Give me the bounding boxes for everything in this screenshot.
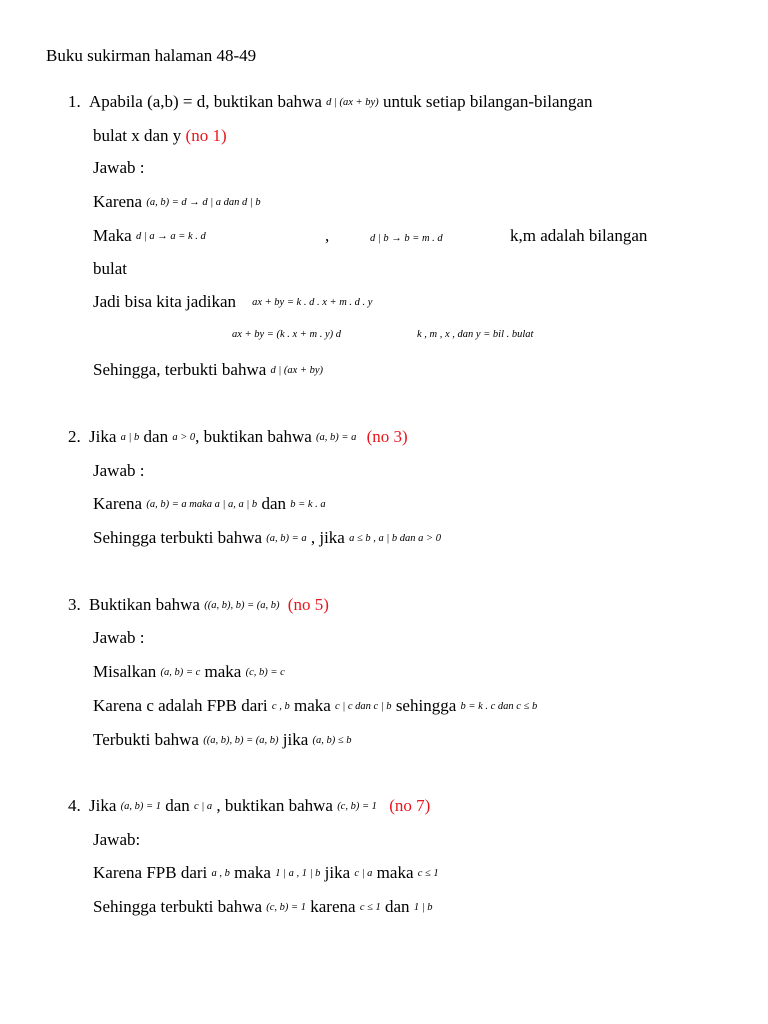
problem-4-conclusion: Sehingga terbukti bahwa (c, b) = 1 karena c ≤ 1 dan 1 | b xyxy=(93,897,433,916)
answer-label: Jawab : xyxy=(93,461,145,480)
document-title: Buku sukirman halaman 48-49 xyxy=(46,46,257,65)
problem-1-question: 1. Apabila (a,b) = d, buktikan bahwa d | (ax + by) untuk setiap bilangan-bilangan xyxy=(68,92,593,111)
math-expression: b = k . a xyxy=(290,499,326,510)
math-expression: a , b xyxy=(211,868,230,879)
problem-1-maka: Maka d | a → a = k . d , d | b → b = m . d k,m adalah bilangan xyxy=(93,226,713,249)
math-expression: (c, b) = 1 xyxy=(266,902,307,913)
math-expression: b = k . c dan c ≤ b xyxy=(460,701,538,712)
problem-1-maka-cont: bulat xyxy=(93,259,127,278)
math-expression: c | a xyxy=(194,801,213,812)
math-expression: c | a xyxy=(354,868,373,879)
problem-number: 1. xyxy=(68,92,81,111)
problem-number: 2. xyxy=(68,427,81,446)
problem-1-jadi: Jadi bisa kita jadikan ax + by = k . d . x + m . d . y xyxy=(93,292,373,311)
math-expression: d | b → b = m . d xyxy=(370,233,443,244)
math-expression: d | (ax + by) xyxy=(326,97,379,108)
problem-4-karena: Karena FPB dari a , b maka 1 | a , 1 | b jika c | a maka c ≤ 1 xyxy=(93,863,439,882)
math-expression: c ≤ 1 xyxy=(417,868,439,879)
problem-1-karena: Karena (a, b) = d → d | a dan d | b xyxy=(93,192,261,211)
problem-reference: (no 1) xyxy=(185,126,227,145)
math-expression: 1 | a , 1 | b xyxy=(275,868,321,879)
math-expression: (a, b) = a xyxy=(266,533,307,544)
math-expression: a ≤ b , a | b dan a > 0 xyxy=(349,533,441,544)
answer-label: Jawab : xyxy=(93,628,145,647)
answer-label: Jawab: xyxy=(93,830,141,849)
math-expression: (c, b) = 1 xyxy=(337,801,377,812)
problem-4-question: 4. Jika (a, b) = 1 dan c | a , buktikan bahwa (c, b) = 1 (no 7) xyxy=(68,796,431,815)
problem-reference: (no 7) xyxy=(389,796,431,815)
problem-3-karena: Karena c adalah FPB dari c , b maka c | c dan c | b sehingga b = k . c dan c ≤ b xyxy=(93,696,538,715)
problem-3-conclusion: Terbukti bahwa ((a, b), b) = (a, b) jika (a, b) ≤ b xyxy=(93,730,352,749)
problem-1-question-cont: bulat x dan y (no 1) xyxy=(93,126,227,145)
answer-label: Jawab : xyxy=(93,158,145,177)
problem-reference: (no 3) xyxy=(366,427,408,446)
problem-1-conclusion: Sehingga, terbukti bahwa d | (ax + by) xyxy=(93,360,324,379)
math-expression: d | (ax + by) xyxy=(270,365,324,376)
problem-3-misal: Misalkan (a, b) = c maka (c, b) = c xyxy=(93,662,285,681)
math-expression: (a, b) = 1 xyxy=(120,801,161,812)
math-expression: c | c dan c | b xyxy=(335,701,392,712)
math-expression: (a, b) = a maka a | a, a | b xyxy=(146,499,258,510)
math-expression: (a, b) ≤ b xyxy=(312,735,352,746)
math-expression: a > 0 xyxy=(172,432,196,443)
math-expression: (a, b) = c xyxy=(160,667,201,678)
problem-2-question: 2. Jika a | b dan a > 0, buktikan bahwa (a, b) = a (no 3) xyxy=(68,427,408,446)
problem-reference: (no 5) xyxy=(287,595,329,614)
problem-1-jadi-note xyxy=(417,324,533,347)
math-expression: 1 | b xyxy=(413,902,433,913)
math-expression: (a, b) = a xyxy=(316,432,357,443)
math-expression: (c, b) = c xyxy=(245,667,285,678)
problem-number: 4. xyxy=(68,796,81,815)
math-expression: ax + by = (k . x + m . y) d xyxy=(232,329,342,340)
math-expression: ax + by = k . d . x + m . d . y xyxy=(252,297,373,308)
problem-1-jadi-math xyxy=(232,324,341,347)
math-expression: ((a, b), b) = (a, b) xyxy=(204,600,280,611)
math-expression: c ≤ 1 xyxy=(359,902,381,913)
math-expression: a | b xyxy=(120,432,140,443)
math-expression: d | a → a = k . d xyxy=(135,231,206,242)
math-expression: k , m , x , dan y = bil . bulat xyxy=(417,329,534,340)
problem-number: 3. xyxy=(68,595,81,614)
problem-3-question: 3. Buktikan bahwa ((a, b), b) = (a, b) (no 5) xyxy=(68,595,329,614)
problem-2-conclusion: Sehingga terbukti bahwa (a, b) = a , jika a ≤ b , a | b dan a > 0 xyxy=(93,528,441,547)
math-expression: (a, b) = d → d | a dan d | b xyxy=(146,197,261,208)
math-expression: ((a, b), b) = (a, b) xyxy=(203,735,279,746)
problem-2-karena: Karena (a, b) = a maka a | a, a | b dan b = k . a xyxy=(93,494,326,513)
math-expression: c , b xyxy=(271,701,290,712)
